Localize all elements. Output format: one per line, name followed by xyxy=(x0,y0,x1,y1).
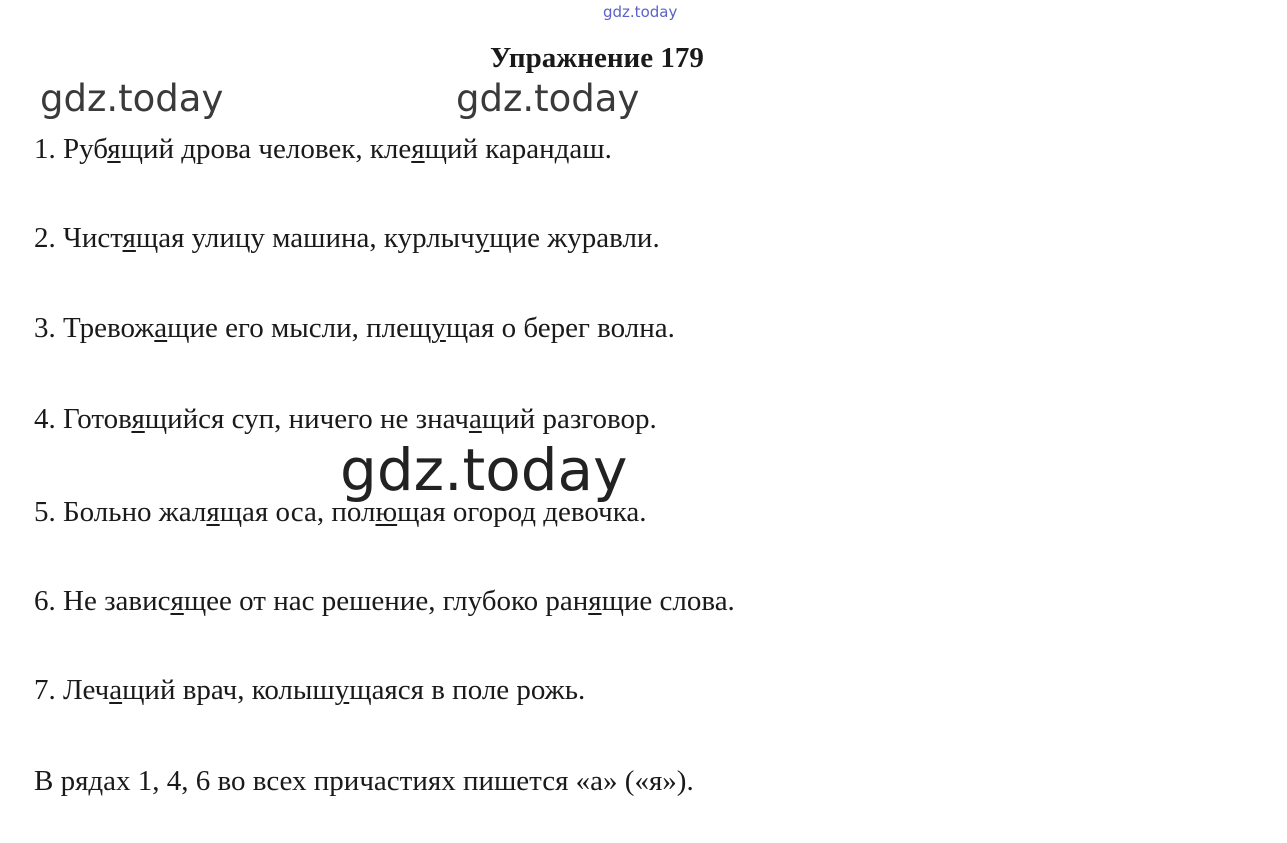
line-2 xyxy=(34,222,660,255)
line-7-letter-1: а xyxy=(109,674,123,706)
exercise-title: Упражнение 179 xyxy=(490,42,704,74)
line-2-letter-1: я xyxy=(122,222,136,254)
line-5-letter-1: я xyxy=(206,496,220,528)
watermark-right: gdz.today xyxy=(456,77,640,120)
line-2-text-b: щая улицу машина, курлыч xyxy=(135,222,475,254)
line-6 xyxy=(34,585,735,618)
line-1-text-a: 1. Руб xyxy=(34,133,108,165)
line-7 xyxy=(34,674,585,707)
line-3-text-c: щая о берег волна. xyxy=(445,312,675,344)
line-5-text-b: щая оса, пол xyxy=(219,496,376,528)
line-6-text-c: щие слова. xyxy=(601,585,735,617)
line-2-text-c: щие журавли. xyxy=(489,222,660,254)
line-4-text-a: 4. Готов xyxy=(34,403,132,435)
line-6-text-b: щее от нас решение, глубоко ран xyxy=(183,585,589,617)
line-4-letter-1: я xyxy=(131,403,145,435)
line-6-text-a: 6. Не завис xyxy=(34,585,171,617)
conclusion-text: В рядах 1, 4, 6 во всех причастиях пишется «а» («я»). xyxy=(34,765,694,797)
line-2-text-a: 2. Чист xyxy=(34,222,123,254)
line-7-letter-2: у xyxy=(334,674,350,706)
line-3-text-a: 3. Тревож xyxy=(34,312,155,344)
line-2-letter-2: у xyxy=(474,222,490,254)
line-3-text-b: щие его мысли, плещ xyxy=(167,312,432,344)
watermark-center: gdz.today xyxy=(340,436,628,504)
line-6-letter-2: я xyxy=(588,585,602,617)
line-1-letter-1: я xyxy=(107,133,121,165)
line-4-text-b: щийся суп, ничего не знач xyxy=(144,403,469,435)
line-4 xyxy=(34,403,657,436)
line-1-text-c: щий карандаш. xyxy=(424,133,612,165)
watermark-left: gdz.today xyxy=(40,77,224,120)
line-1-letter-2: я xyxy=(411,133,425,165)
line-1 xyxy=(34,133,612,166)
line-7-text-c: щаяся в поле рожь. xyxy=(349,674,586,706)
watermark-top: gdz.today xyxy=(603,3,678,21)
line-4-letter-2: а xyxy=(468,403,482,435)
line-5-letter-2: ю xyxy=(375,496,398,528)
line-7-text-a: 7. Леч xyxy=(34,674,110,706)
line-7-text-b: щий врач, колыш xyxy=(122,674,335,706)
line-3 xyxy=(34,312,675,345)
line-4-text-c: щий разговор. xyxy=(481,403,657,435)
line-6-letter-1: я xyxy=(170,585,184,617)
line-3-letter-1: а xyxy=(154,312,168,344)
line-5-text-a: 5. Больно жал xyxy=(34,496,207,528)
line-1-text-b: щий дрова человек, кле xyxy=(120,133,412,165)
line-3-letter-2: у xyxy=(431,312,446,344)
line-5-text-c: щая огород девочка. xyxy=(397,496,647,528)
